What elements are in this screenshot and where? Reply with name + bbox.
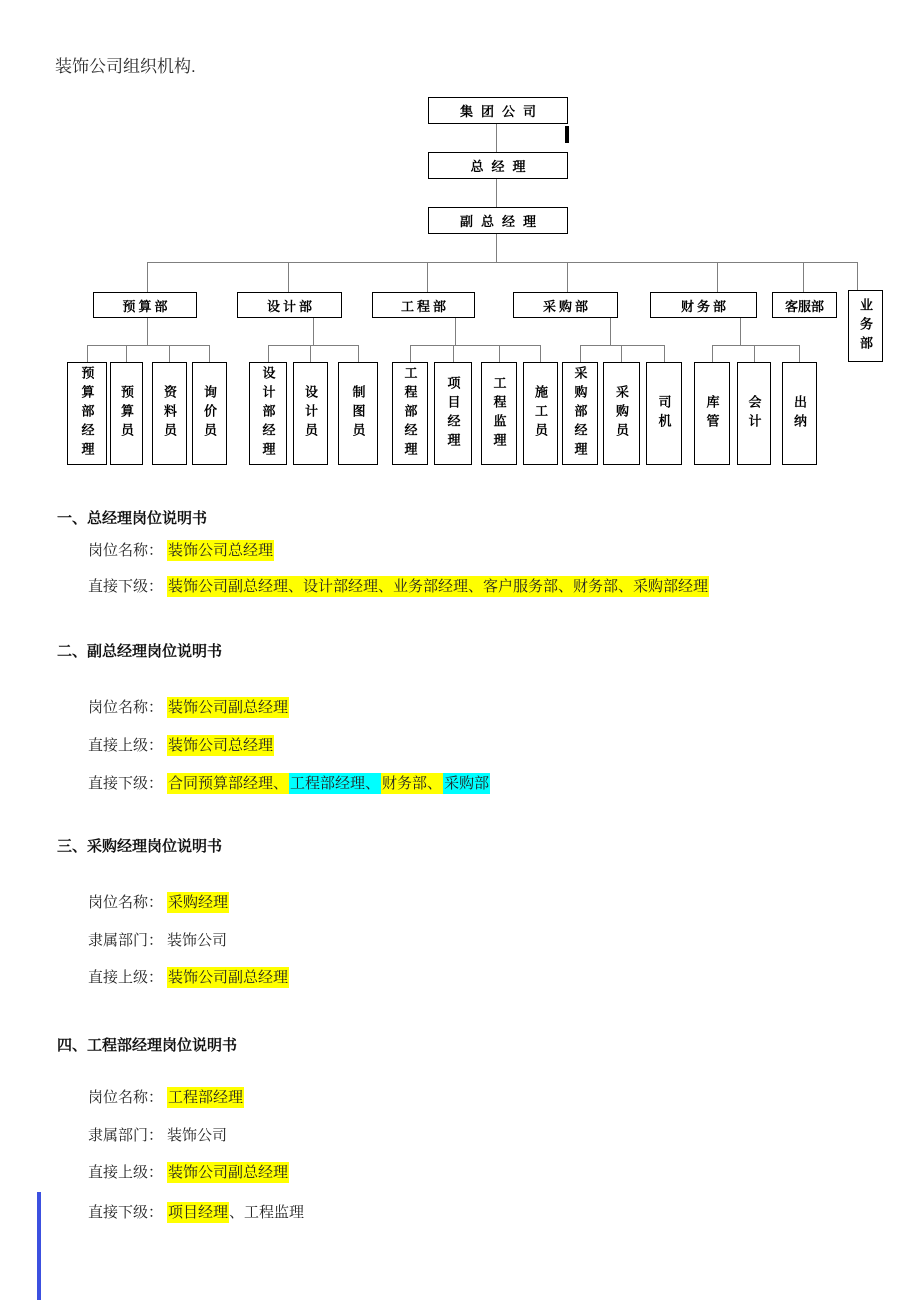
connector-line <box>169 345 170 362</box>
org-node-construction-worker: 施工员 <box>523 362 558 465</box>
org-node-dept-business: 业务部 <box>848 290 883 362</box>
org-node-accountant: 会计 <box>737 362 771 465</box>
connector-line <box>857 262 858 290</box>
connector-line <box>799 345 800 362</box>
connector-line <box>740 318 741 345</box>
field-label: 直接上级： <box>88 1164 164 1181</box>
field-label: 岗位名称： <box>88 542 164 559</box>
field-row <box>88 967 289 988</box>
connector-line <box>209 345 210 362</box>
field-label: 直接下级： <box>88 578 164 595</box>
field-label: 隶属部门： <box>88 1127 164 1144</box>
connector-line <box>268 345 269 362</box>
connector-line <box>610 318 611 345</box>
org-node-engineering-dept-manager: 工程部经理 <box>392 362 428 465</box>
section-heading-deputy-general-manager: 二、副总经理岗位说明书 <box>57 643 223 660</box>
field-row <box>88 1125 227 1146</box>
org-node-design-dept-manager: 设计部经理 <box>249 362 287 465</box>
field-value-highlighted: 项目经理 <box>168 1204 229 1221</box>
connector-line <box>621 345 622 362</box>
field-row <box>88 576 709 597</box>
org-node-group-company: 集团公司 <box>428 97 568 124</box>
org-node-general-manager: 总经理 <box>428 152 568 179</box>
field-row <box>88 697 289 718</box>
document-title: 装饰公司组织机构. <box>55 57 196 76</box>
connector-line <box>87 345 88 362</box>
org-chart <box>0 0 920 480</box>
field-value-highlighted: 装饰公司副总经理 <box>168 969 289 986</box>
connector-line <box>410 345 411 362</box>
org-node-cashier: 出纳 <box>782 362 817 465</box>
org-node-inquiry-clerk: 询价员 <box>192 362 227 465</box>
field-value-highlighted: 采购部 <box>444 775 490 792</box>
org-node-dept-purchasing: 采购部 <box>513 292 618 318</box>
field-value-highlighted: 采购经理 <box>168 894 229 911</box>
field-row <box>88 540 274 561</box>
org-node-dept-customer-service: 客服部 <box>772 292 837 318</box>
connector-line <box>126 345 127 362</box>
connector-line <box>427 262 428 292</box>
field-value-highlighted: 工程部经理、 <box>290 775 381 792</box>
org-node-project-manager: 项目经理 <box>434 362 472 465</box>
connector-line <box>310 345 311 362</box>
field-row <box>88 1087 244 1108</box>
field-row <box>88 735 274 756</box>
field-label: 直接下级： <box>88 775 164 792</box>
org-node-dept-finance: 财务部 <box>650 292 757 318</box>
org-node-dept-budget: 预算部 <box>93 292 197 318</box>
field-value-highlighted: 工程部经理 <box>168 1089 244 1106</box>
org-node-document-clerk: 资料员 <box>152 362 187 465</box>
field-value: 装饰公司 <box>167 932 228 949</box>
field-value-highlighted: 装饰公司总经理 <box>168 542 274 559</box>
field-row <box>88 773 490 794</box>
field-row <box>88 1202 304 1223</box>
org-node-dept-engineering: 工程部 <box>372 292 475 318</box>
org-node-purchaser: 采购员 <box>603 362 640 465</box>
field-value: 、工程监理 <box>229 1204 305 1221</box>
field-value-highlighted: 合同预算部经理、 <box>168 775 289 792</box>
connector-line <box>147 262 858 263</box>
connector-line <box>453 345 454 362</box>
org-node-purchasing-dept-manager: 采购部经理 <box>562 362 598 465</box>
field-value: 装饰公司 <box>167 1127 228 1144</box>
connector-line <box>87 345 209 346</box>
connector-line <box>712 345 799 346</box>
connector-line <box>499 345 500 362</box>
org-node-engineering-supervisor: 工程监理 <box>481 362 517 465</box>
section-heading-general-manager: 一、总经理岗位说明书 <box>57 510 208 527</box>
connector-line <box>580 345 581 362</box>
connector-line <box>358 345 359 362</box>
connector-line <box>455 318 456 345</box>
field-label: 岗位名称： <box>88 699 164 716</box>
field-value-highlighted: 装饰公司副总经理 <box>168 699 289 716</box>
connector-line <box>664 345 665 362</box>
connector-line <box>803 262 804 292</box>
org-node-warehouse-keeper: 库管 <box>694 362 730 465</box>
revision-bar-artifact <box>37 1192 41 1300</box>
connector-line <box>288 262 289 292</box>
org-node-designer: 设计员 <box>293 362 328 465</box>
field-row <box>88 1162 289 1183</box>
connector-line <box>567 262 568 292</box>
org-node-draftsman: 制图员 <box>338 362 378 465</box>
field-label: 岗位名称： <box>88 1089 164 1106</box>
section-heading-purchasing-manager: 三、采购经理岗位说明书 <box>57 838 223 855</box>
field-label: 直接上级： <box>88 737 164 754</box>
field-value-highlighted: 装饰公司副总经理、设计部经理、业务部经理、客户服务部、财务部、采购部经理 <box>168 578 709 595</box>
field-row <box>88 930 227 951</box>
field-value-highlighted: 财务部、 <box>382 775 443 792</box>
connector-line <box>268 345 358 346</box>
connector-line <box>313 318 314 345</box>
cursor-mark-artifact <box>565 126 569 143</box>
org-node-budget-clerk: 预算员 <box>110 362 143 465</box>
connector-line <box>580 345 664 346</box>
section-heading-engineering-dept-manager: 四、工程部经理岗位说明书 <box>57 1037 238 1054</box>
org-node-deputy-general-manager: 副总经理 <box>428 207 568 234</box>
connector-line <box>717 262 718 292</box>
org-node-budget-dept-manager: 预算部经理 <box>67 362 107 465</box>
field-label: 隶属部门： <box>88 932 164 949</box>
connector-line <box>410 345 540 346</box>
connector-line <box>147 318 148 345</box>
field-row <box>88 892 229 913</box>
connector-line <box>540 345 541 362</box>
connector-line <box>496 179 497 207</box>
field-value-highlighted: 装饰公司总经理 <box>168 737 274 754</box>
field-label: 直接上级： <box>88 969 164 986</box>
connector-line <box>712 345 713 362</box>
field-value-highlighted: 装饰公司副总经理 <box>168 1164 289 1181</box>
org-node-driver: 司机 <box>646 362 682 465</box>
connector-line <box>496 124 497 152</box>
org-node-dept-design: 设计部 <box>237 292 342 318</box>
field-label: 岗位名称： <box>88 894 164 911</box>
connector-line <box>496 234 497 262</box>
connector-line <box>147 262 148 292</box>
connector-line <box>754 345 755 362</box>
field-label: 直接下级： <box>88 1204 164 1221</box>
